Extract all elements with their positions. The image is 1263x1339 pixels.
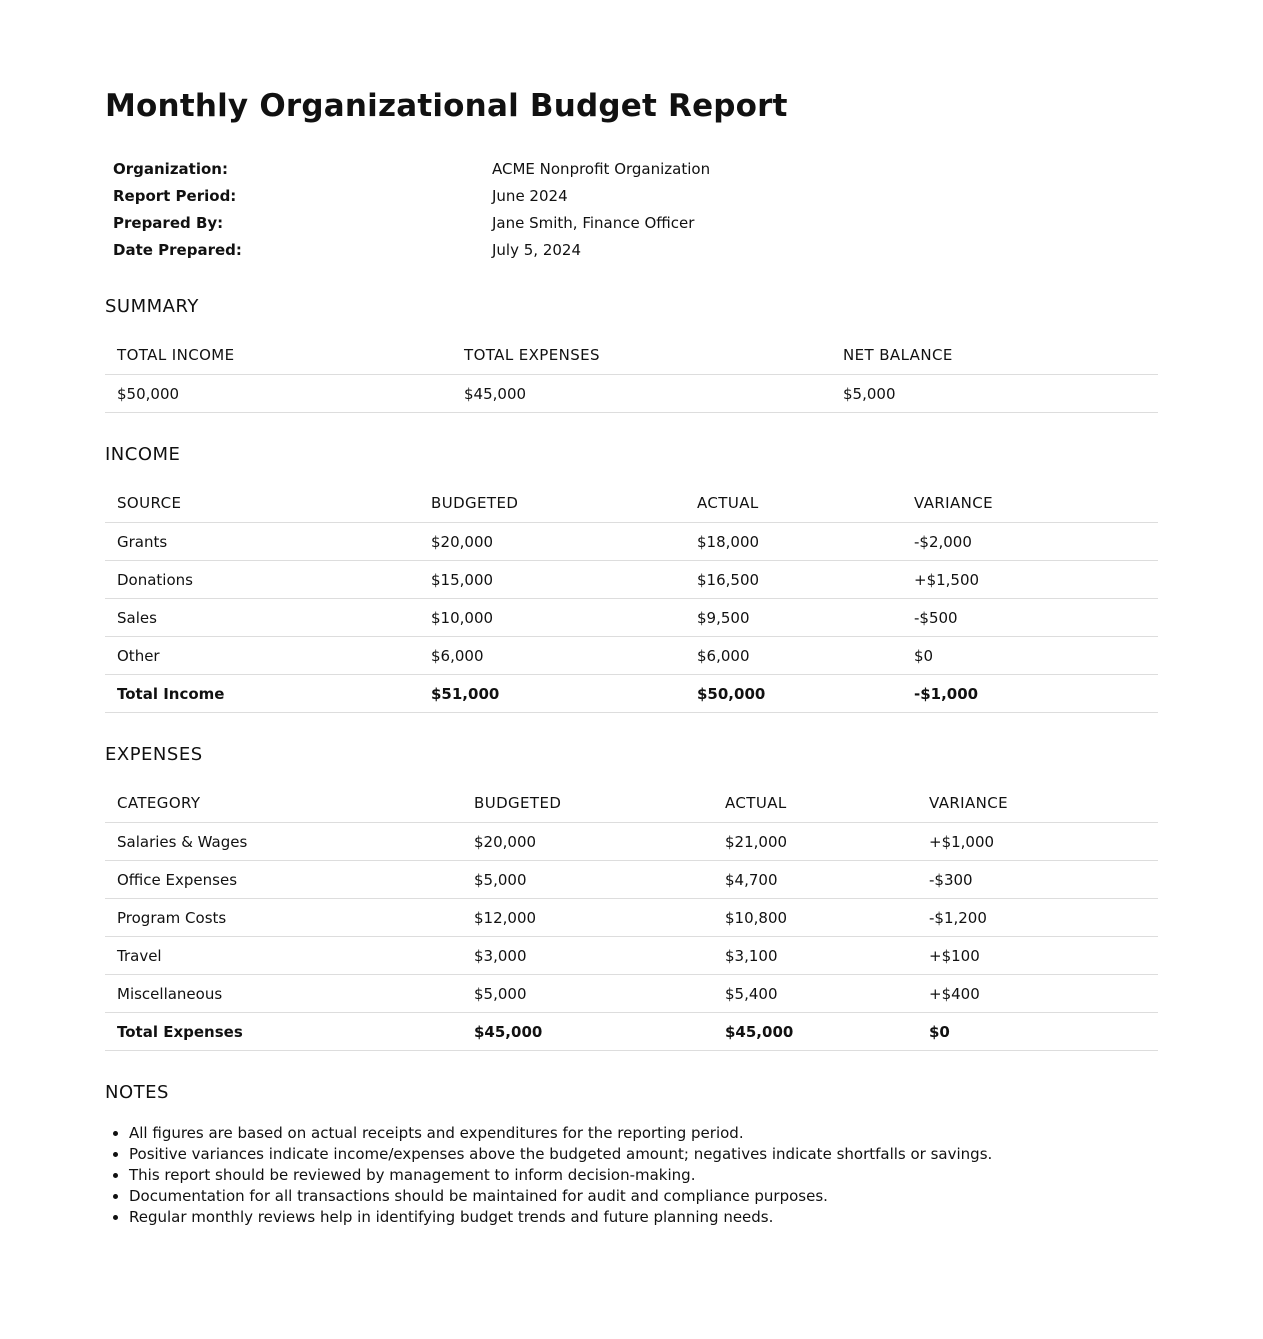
table-cell: Program Costs [105, 899, 462, 937]
table-cell: Grants [105, 523, 419, 561]
table-cell: $4,700 [713, 861, 917, 899]
column-header: BUDGETED [462, 784, 713, 823]
table-cell: Salaries & Wages [105, 823, 462, 861]
column-header: BUDGETED [419, 484, 685, 523]
expenses-heading: EXPENSES [105, 744, 203, 765]
page-title: Monthly Organizational Budget Report [105, 88, 788, 124]
table-row [105, 975, 1158, 1013]
table-cell: $10,000 [419, 599, 685, 637]
table-cell: $12,000 [462, 899, 713, 937]
table-row [105, 599, 1158, 637]
table-cell: -$1,200 [917, 899, 1158, 937]
report-period-label: Report Period: [113, 187, 237, 205]
table-cell: $16,500 [685, 561, 902, 599]
table-row [105, 823, 1158, 861]
summary-heading: SUMMARY [105, 296, 199, 317]
table-cell: $6,000 [419, 637, 685, 675]
total-expenses-value: $45,000 [452, 375, 831, 413]
table-cell: +$1,500 [902, 561, 1158, 599]
table-row [105, 523, 1158, 561]
table-cell: Travel [105, 937, 462, 975]
column-header: VARIANCE [902, 484, 1158, 523]
date-prepared-label: Date Prepared: [113, 241, 242, 259]
table-cell: -$1,000 [902, 675, 1158, 713]
income-heading: INCOME [105, 444, 181, 465]
notes-list [105, 1123, 992, 1228]
notes-heading: NOTES [105, 1082, 169, 1103]
column-header: SOURCE [105, 484, 419, 523]
date-prepared-value: July 5, 2024 [492, 241, 581, 259]
table-cell: $50,000 [685, 675, 902, 713]
table-row [105, 561, 1158, 599]
column-header: CATEGORY [105, 784, 462, 823]
table-cell: +$100 [917, 937, 1158, 975]
prepared-by-value: Jane Smith, Finance Officer [492, 214, 695, 232]
table-cell: $3,100 [713, 937, 917, 975]
table-cell: $45,000 [713, 1013, 917, 1051]
table-cell: Other [105, 637, 419, 675]
table-cell: $5,000 [462, 861, 713, 899]
table-cell: $6,000 [685, 637, 902, 675]
table-cell: +$400 [917, 975, 1158, 1013]
table-cell: $5,400 [713, 975, 917, 1013]
organization-value: ACME Nonprofit Organization [492, 160, 711, 178]
table-cell: +$1,000 [917, 823, 1158, 861]
summary-table [105, 336, 1158, 413]
total-row [105, 675, 1158, 713]
table-cell: $51,000 [419, 675, 685, 713]
table-cell: -$500 [902, 599, 1158, 637]
report-period-value: June 2024 [492, 187, 568, 205]
table-row [105, 637, 1158, 675]
table-header-row [105, 336, 1158, 375]
income-table [105, 484, 1158, 713]
table-cell: Sales [105, 599, 419, 637]
column-header: ACTUAL [685, 484, 902, 523]
table-cell: $10,800 [713, 899, 917, 937]
total-income-value: $50,000 [105, 375, 452, 413]
table-cell: $0 [902, 637, 1158, 675]
table-cell: $20,000 [419, 523, 685, 561]
report-meta [113, 158, 813, 266]
meta-row-prepared-by [113, 212, 813, 239]
table-cell: -$300 [917, 861, 1158, 899]
table-header-row [105, 784, 1158, 823]
table-row [105, 861, 1158, 899]
total-row [105, 1013, 1158, 1051]
table-row [105, 937, 1158, 975]
table-cell: $9,500 [685, 599, 902, 637]
table-cell: $45,000 [462, 1013, 713, 1051]
column-header: ACTUAL [713, 784, 917, 823]
table-cell: $20,000 [462, 823, 713, 861]
table-cell: $15,000 [419, 561, 685, 599]
meta-row-date [113, 239, 813, 266]
list-item: • Documentation for all transactions should be maintained for audit and compliance purposes. [129, 1186, 992, 1207]
meta-row-period [113, 185, 813, 212]
expenses-table [105, 784, 1158, 1051]
table-cell: Donations [105, 561, 419, 599]
table-cell: $21,000 [713, 823, 917, 861]
table-row [105, 375, 1158, 413]
list-item: • Regular monthly reviews help in identifying budget trends and future planning needs. [129, 1207, 992, 1228]
table-cell: Total Income [105, 675, 419, 713]
meta-row-organization [113, 158, 813, 185]
organization-label: Organization: [113, 160, 228, 178]
table-cell: $0 [917, 1013, 1158, 1051]
table-cell: -$2,000 [902, 523, 1158, 561]
table-row [105, 899, 1158, 937]
table-cell: $5,000 [462, 975, 713, 1013]
table-cell: Total Expenses [105, 1013, 462, 1051]
list-item: • This report should be reviewed by management to inform decision-making. [129, 1165, 992, 1186]
table-header-row [105, 484, 1158, 523]
column-header: TOTAL INCOME [105, 336, 452, 375]
net-balance-value: $5,000 [831, 375, 1158, 413]
prepared-by-label: Prepared By: [113, 214, 224, 232]
list-item: • Positive variances indicate income/expenses above the budgeted amount; negatives indicate shortfalls or savings. [129, 1144, 992, 1165]
table-cell: $18,000 [685, 523, 902, 561]
list-item: • All figures are based on actual receipts and expenditures for the reporting period. [129, 1123, 992, 1144]
column-header: VARIANCE [917, 784, 1158, 823]
column-header: TOTAL EXPENSES [452, 336, 831, 375]
table-cell: Miscellaneous [105, 975, 462, 1013]
column-header: NET BALANCE [831, 336, 1158, 375]
table-cell: Office Expenses [105, 861, 462, 899]
table-cell: $3,000 [462, 937, 713, 975]
